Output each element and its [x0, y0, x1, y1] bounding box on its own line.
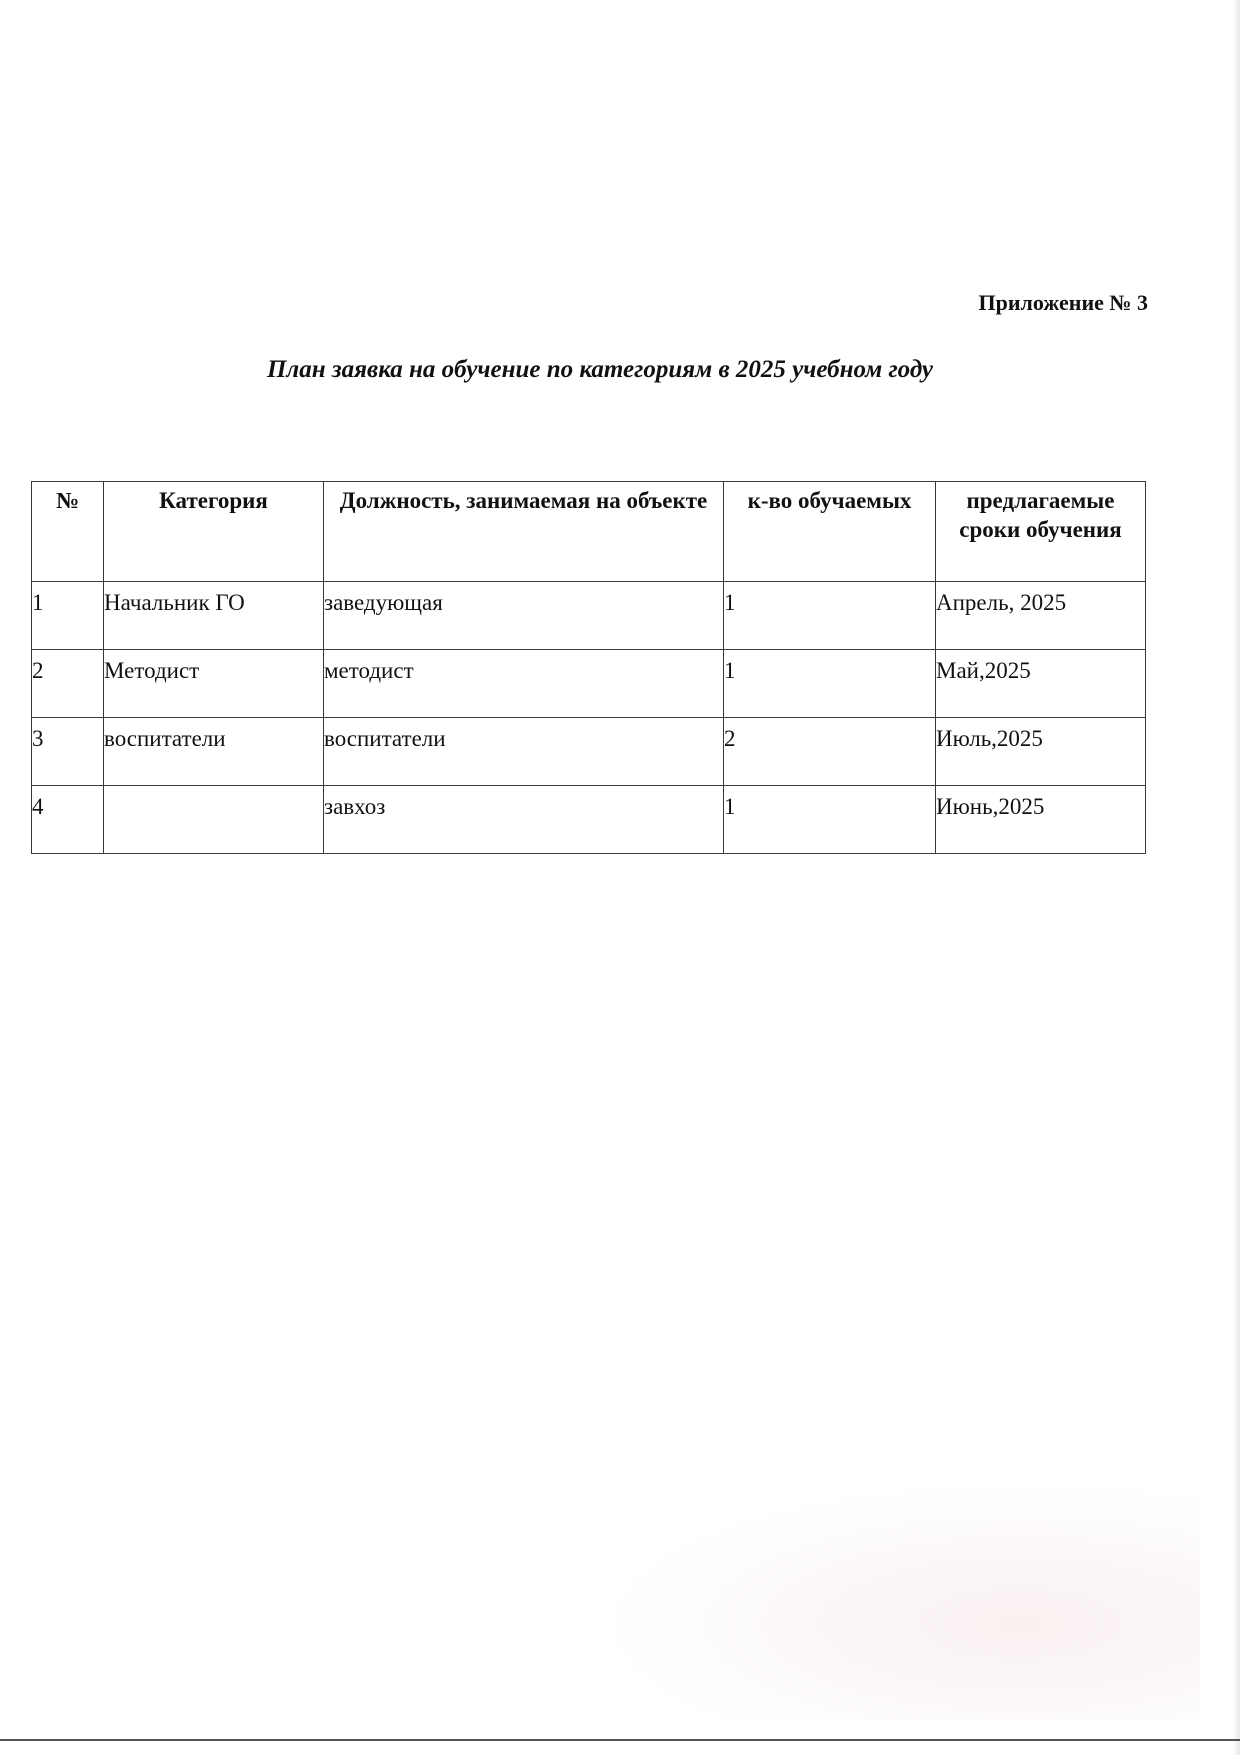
cell-number: 2: [32, 650, 104, 718]
table-row: [32, 582, 1146, 650]
cell-count: 2: [724, 718, 936, 786]
cell-count: 1: [724, 650, 936, 718]
document-title: План заявка на обучение по категориям в 2025 учебном году: [266, 356, 934, 383]
cell-dates: Июнь,2025: [936, 786, 1146, 854]
header-number: №: [32, 482, 104, 582]
scan-bottom-edge: [0, 1739, 1240, 1741]
cell-dates: Июль,2025: [936, 718, 1146, 786]
cell-position: заведующая: [324, 582, 724, 650]
header-count: к-во обучаемых: [724, 482, 936, 582]
paper-stain: [600, 1480, 1200, 1720]
cell-position: методист: [324, 650, 724, 718]
cell-category: воспитатели: [104, 718, 324, 786]
table-row: [32, 718, 1146, 786]
cell-number: 4: [32, 786, 104, 854]
table-row: [32, 786, 1146, 854]
header-category: Категория: [104, 482, 324, 582]
cell-count: 1: [724, 582, 936, 650]
header-position: Должность, занимаемая на объекте: [324, 482, 724, 582]
cell-position: воспитатели: [324, 718, 724, 786]
cell-category: [104, 786, 324, 854]
appendix-label: Приложение № 3: [978, 290, 1148, 315]
cell-dates: Май,2025: [936, 650, 1146, 718]
document-title-wrapper: [0, 356, 1240, 384]
table-row: [32, 650, 1146, 718]
cell-position: завхоз: [324, 786, 724, 854]
cell-number: 1: [32, 582, 104, 650]
cell-number: 3: [32, 718, 104, 786]
cell-category: Начальник ГО: [104, 582, 324, 650]
header-dates: предлагаемые сроки обучения: [936, 482, 1146, 582]
table-header-row: [32, 482, 1146, 582]
cell-category: Методист: [104, 650, 324, 718]
page-edge: [1232, 0, 1240, 1755]
cell-dates: Апрель, 2025: [936, 582, 1146, 650]
cell-count: 1: [724, 786, 936, 854]
training-plan-table: [31, 481, 1146, 854]
